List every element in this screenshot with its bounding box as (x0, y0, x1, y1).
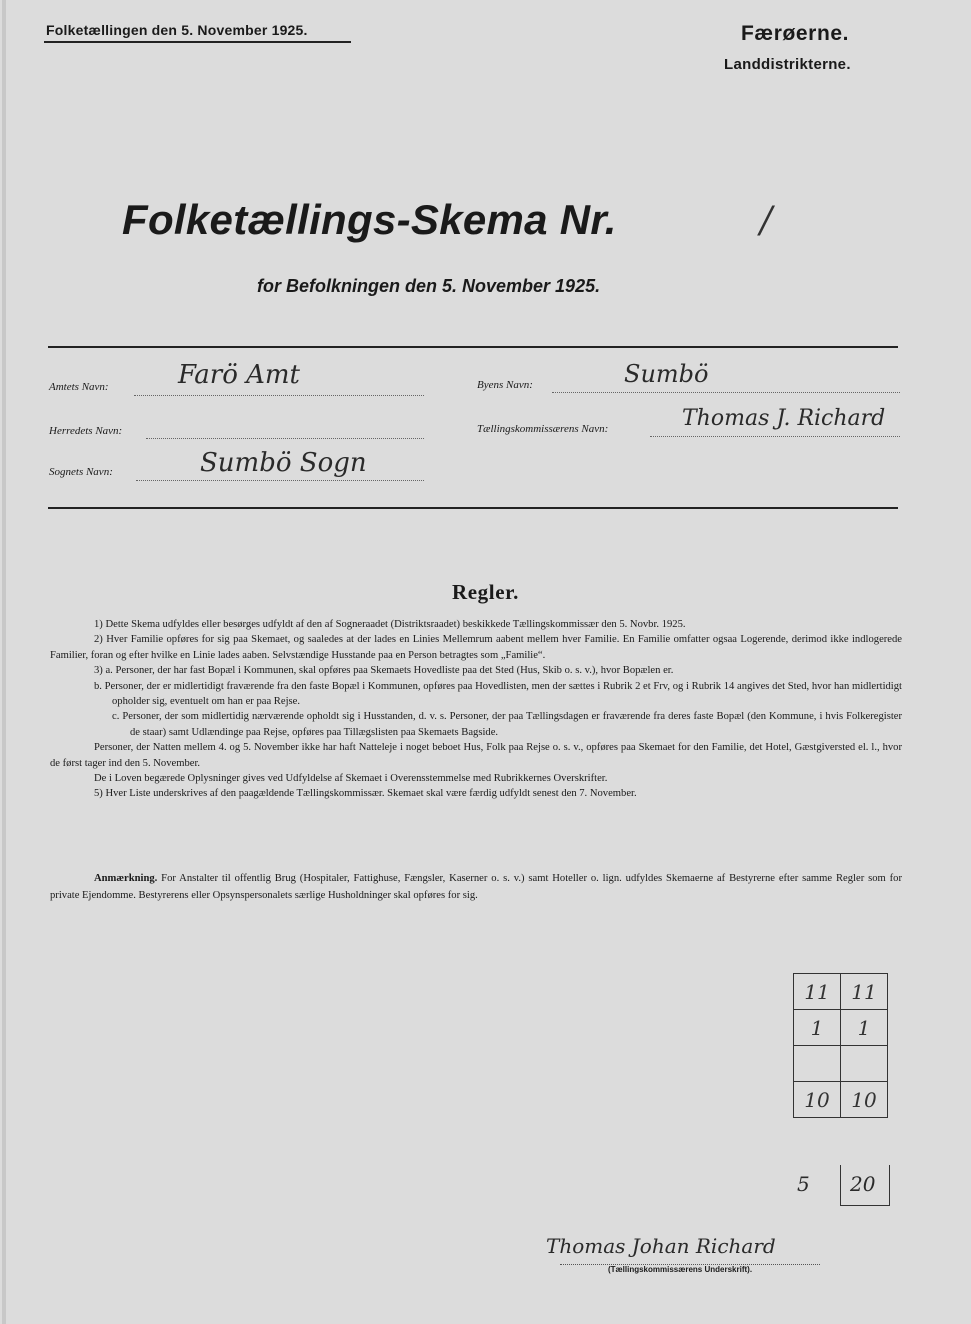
kommissaer-label: Tællingskommissærens Navn: (477, 423, 609, 435)
herred-label: Herredets Navn: (49, 425, 123, 437)
header-underline (44, 41, 351, 43)
sogn-label: Sognets Navn: (49, 466, 113, 478)
tally-row (794, 1082, 888, 1118)
rule-3b: b. Personer, der er midlertidigt fraværende fra den faste Bopæl i Kommunen, opføres paa Hovedlisten, men der sættes i Rubrik 2 et Frv, og i Rubrik 14 angives det Sted, hvor han midlertidigt opholder sig, eventuelt om han er paa Rejse. (94, 680, 902, 708)
tally-cell: 10 (841, 1082, 888, 1118)
herred-line (146, 438, 424, 439)
tally-total-right: 20 (850, 1172, 876, 1196)
note-text: For Anstalter til offentlig Brug (Hospitaler, Fattighuse, Fængsler, Kaserner o. s. v.) samt Hoteller o. lign. udfyldes Skemaerne af Bestyrerne efter samme Regler som for private Ejendomme. Bestyrerens eller Opsynspersonalets særlige Husholdninger skal opføres for sig. (50, 873, 902, 901)
rule-5: 5) Hver Liste underskrives af den paagældende Tællingskommissær. Skemaet skal være færdig udfyldt senest den 7. November. (94, 788, 637, 800)
tally-cell: 1 (841, 1010, 888, 1046)
amt-value: Farö Amt (178, 360, 301, 390)
tally-cell: 11 (794, 974, 841, 1010)
tally-row (794, 1046, 888, 1082)
rule-1: 1) Dette Skema udfyldes eller besørges udfyldt af den af Sogneraadet (Distriktsraadet) beskikkede Tællingskommissær den 5. Novbr. 1925. (94, 619, 686, 630)
rule-3a: 3) a. Personer, der har fast Bopæl i Kommunen, skal opføres paa Skemaets Hovedliste paa det Sted (Hus, Skib o. s. v.), hvor Bopælen er. (94, 665, 674, 677)
by-line (552, 392, 900, 393)
form-subtitle: for Befolkningen den 5. November 1925. (257, 276, 601, 296)
note-label: Anmærkning. (94, 873, 158, 884)
kommissaer-line (650, 436, 900, 437)
bottom-rule (48, 507, 898, 509)
form-number: / (760, 200, 773, 241)
tally-cell (841, 1046, 888, 1082)
tally-row (794, 1010, 888, 1046)
page-edge (2, 0, 6, 1324)
sogn-value: Sumbö Sogn (200, 448, 367, 478)
note-block (50, 870, 902, 904)
region-title: Færøerne. (741, 22, 850, 45)
signature: Thomas Johan Richard (546, 1234, 776, 1258)
rule-4: De i Loven begærede Oplysninger gives ved Udfyldelse af Skemaet i Overensstemmelse med Rubrikkernes Overskrifter. (94, 773, 608, 785)
rules-text (50, 617, 902, 802)
by-value: Sumbö (624, 360, 709, 388)
tally-row (794, 974, 888, 1010)
amt-label: Amtets Navn: (49, 381, 109, 393)
census-header: Folketællingen den 5. November 1925. (46, 22, 308, 38)
amt-line (134, 395, 424, 396)
region-subtitle: Landdistrikterne. (724, 56, 851, 73)
tally-cell: 11 (841, 974, 888, 1010)
rule-3c: c. Personer, der som midlertidig nærværende opholdt sig i Husstanden, d. v. s. Personer, der paa Tællingsdagen er fraværende fra deres faste Bopæl (den Kommune, i hvis Folkeregister de staar) samt Udlændinge paa Rejse, opføres paa Tillægslisten paa Skemaets Bagside. (112, 711, 902, 738)
sogn-line (136, 480, 424, 481)
tally-table (793, 973, 888, 1118)
form-title: Folketællings-Skema Nr. (122, 196, 617, 243)
kommissaer-value: Thomas J. Richard (682, 406, 886, 431)
rule-2: 2) Hver Familie opføres for sig paa Skemaet, og saaledes at der lades en Linies Mellemrum aabent mellem hver Familie. En Familie omfatter ogsaa Logerende, derimod ikke indlogerede Familier, foran og efter hvilke en Linie lades aaben. Selvstændige Husstande paa en Person betragtes som „Familie“. (50, 634, 902, 661)
tally-total-left: 5 (797, 1172, 810, 1196)
signature-caption: (Tællingskommissærens Underskrift). (608, 1265, 753, 1274)
tally-cell: 10 (794, 1082, 841, 1118)
by-label: Byens Navn: (477, 379, 533, 391)
rules-heading: Regler. (452, 580, 519, 604)
tally-cell: 1 (794, 1010, 841, 1046)
rule-3d: Personer, der Natten mellem 4. og 5. November ikke har haft Natteleje i noget beboet Hus, Folk paa Rejse o. s. v., opføres paa Skemaet for den Familie, det Hotel, Gæstgiversted el. l., hvor de først tager ind den 5. November. (50, 742, 902, 769)
tally-cell (794, 1046, 841, 1082)
top-rule (48, 346, 898, 348)
